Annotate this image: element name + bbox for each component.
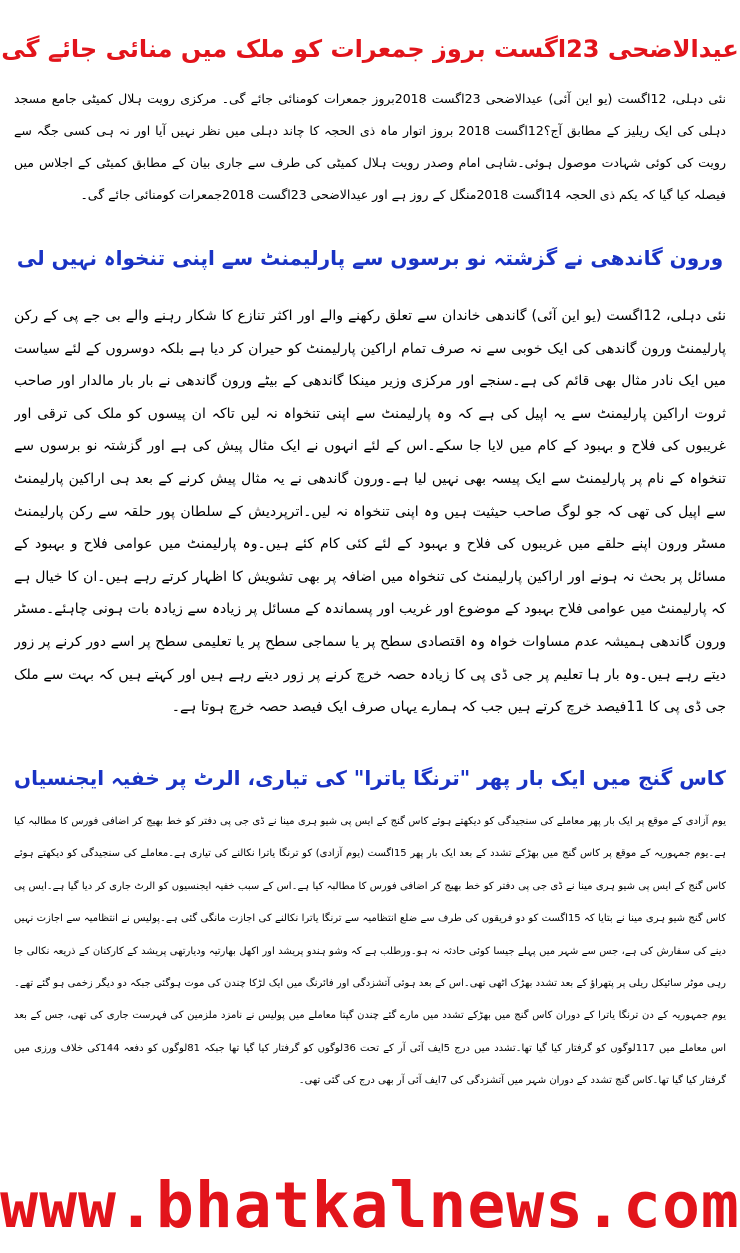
article-1-body: نئی دہلی، 12اگست (یو این آئی) عیدالاضحی 23اگست 2018بروز جمعرات کومنائی جائے گی۔ مرکزی رویت ہلال کمیٹی جامع مسجد دہلی کی ایک ریلیز کے مطابق آج؟12اگست 2018 بروز اتوار ماہ ذی الحجہ کا چاند دہلی میں نظر نہیں آیا اور نہ ہی کسی جگہ سے رویت کی کوئی شہادت موصول ہوئی۔شاہی امام وصدر رویت ہلال کمیٹی کی طرف سے جاری بیان کے مطابق کمیٹی کے اجلاس میں فیصلہ کیا گیا کہ یکم ذی الحجہ 14اگست 2018منگل کے روز ہے اور عیدالاضحی 23اگست 2018جمعرات کومنائی جائے گی۔ xyxy=(14,90,726,202)
article-2-headline: ورون گاندھی نے گزشتہ نو برسوں سے پارلیمنٹ سے اپنی تنخواہ نہیں لی xyxy=(16,245,724,270)
website-footer: www.bhatkalnews.com xyxy=(0,1169,740,1242)
article-3-body: یوم آزادی کے موقع پر ایک بار پھر معاملے کی سنجیدگی کو دیکھتے ہوئے کاس گنج کے ایس پی شیو ہری مینا نے ڈی جی پی دفتر کو خط بھیج کر اضافی فورس کا مطالبہ کیا ہے۔یوم جمہوریہ کے موقع پر کاس گنج میں بھڑکے تشدد کے بعد ایک بار پھر 15اگست (یوم آزادی) کو ترنگا یاترا نکالنے کی تیاری ہے۔معاملے کی سنجیدگی کو دیکھتے ہوئے کاس گنج کے ایس پی شیو ہری مینا نے ڈی جی پی دفتر کو خط بھیج کر اضافی فورس کا مطالبہ کیا ہے۔اس کے سبب خفیہ ایجنسیوں کو الرٹ جاری کر دیا گیا ہے۔ایس پی کاس گنج شیو ہری مینا نے بتایا کہ 15اگست کو دو فریقوں کی طرف سے ضلع انتظامیہ سے ترنگا یاترا نکالنے کی اجازت مانگی گئی ہے۔پولیس نے انتظامیہ سے اجازت نہیں دینے کی سفارش کی ہے، جس سے شہر میں پہلے جیسا کوئی حادثہ نہ ہو۔ورطلب ہے کہ وشو ہندو پریشد اور اکھل بھارتیہ ودیارتھی پریشد کے کارکنان کے ذریعہ نکالی جا رہی موٹر سائیکل ریلی پر پتھراؤ کے بعد تشدد بھڑک اٹھی تھی۔اس کے بعد ہوئی آتشزدگی اور فائرنگ میں ایک لڑکا چندن کی موت ہوگئی جبکہ دو دیگر زخمی ہو گئے تھے۔یوم جمہوریہ کے دن ترنگا یاترا کے دوران کاس گنج میں بھڑکے تشدد میں مارے گئے چندن گپتا معاملے میں پولیس نے نامزد ملزمین کی فہرست جاری کی تھی، جس کے بعد اس معاملے میں 117لوگوں کو گرفتار کیا گیا تھا۔تشدد میں درج 5ایف آئی آر کے تحت 36لوگوں کو گرفتار کیا گیا تھا جبکہ 81لوگوں کو دفعہ 144کی خلاف ورزی میں گرفتار کیا گیا تھا۔کاس گنج تشدد کے دوران شہر میں آتشزدگی کی 7ایف آئی آر بھی درج کی گئی تھی۔ xyxy=(14,816,726,1087)
article-1-headline: عیدالاضحی 23اگست بروز جمعرات کو ملک میں منائی جائے گی xyxy=(1,35,739,64)
article-2-body: نئی دہلی، 12اگست (یو این آئی) گاندھی خاندان سے تعلق رکھنے والے اور اکثر تنازع کا شکار رہنے والے بی جے پی کے رکن پارلیمنٹ ورون گاندھی کی ایک خوبی سے نہ صرف تمام اراکین پارلیمنٹ کو حیران کر دیا ہے بلکہ دوسروں کے لئے سیاست میں ایک نادر مثال بھی قائم کی ہے۔سنجے اور مرکزی وزیر مینکا گاندھی کے بیٹے ورون گاندھی نے بار بار مالدار اور صاحب ثروت اراکین پارلیمنٹ سے یہ اپیل کی ہے کہ وہ پارلیمنٹ سے اپنی تنخواہ نہ لیں تاکہ ان پیسوں کو ملک کی ترقی اور غریبوں کی فلاح و بہبود کے کام میں لایا جا سکے۔اس کے لئے انہوں نے ایک مثال پیش کی ہے اور گزشتہ نو برسوں سے تنخواہ کے نام پر پارلیمنٹ سے ایک پیسہ بھی نہیں لیا ہے۔ورون گاندھی نے یہ مثال پیش کرنے کے بعد ہی اراکین پارلیمنٹ سے اپیل کی تھی کہ جو لوگ صاحب حیثیت ہیں وہ اپنی تنخواہ نہ لیں۔اترپردیش کے سلطان پور حلقہ سے رکن پارلیمنٹ مسٹر ورون اپنے حلقے میں غریبوں کی فلاح و بہبود کے لئے کئی کام کئے ہیں۔وہ پارلیمنٹ میں عوامی فلاح و بہبود کے مسائل پر بحث نہ ہونے اور اراکین پارلیمنٹ کی تنخواہ میں اضافہ پر بھی تشویش کا اظہار کرتے رہے ہیں۔ان کا خیال ہے کہ پارلیمنٹ میں عوامی فلاح بہبود کے موضوع اور غریب اور پسماندہ کے مسائل پر زیادہ سے زیادہ بات ہونی چاہئے۔مسٹر ورون گاندھی ہمیشہ عدم مساوات خواہ وہ اقتصادی سطح پر یا سماجی سطح پر یا تعلیمی سطح پر اسے دور کرنے پر زور دیتے رہے ہیں۔وہ بار ہا تعلیم پر جی ڈی پی کا زیادہ حصہ خرچ کرنے پر زور دیتے رہے ہیں اور کہتے ہیں کہ بہت سے ملک جی ڈی پی کا 11فیصد خرچ کرتے ہیں جب کہ ہمارے یہاں صرف ایک فیصد حصہ خرچ ہوتا ہے۔ xyxy=(14,308,726,716)
article-3-headline: کاس گنج میں ایک بار پھر "ترنگا یاترا" کی تیاری، الرٹ پر خفیہ ایجنسیاں xyxy=(14,765,726,790)
